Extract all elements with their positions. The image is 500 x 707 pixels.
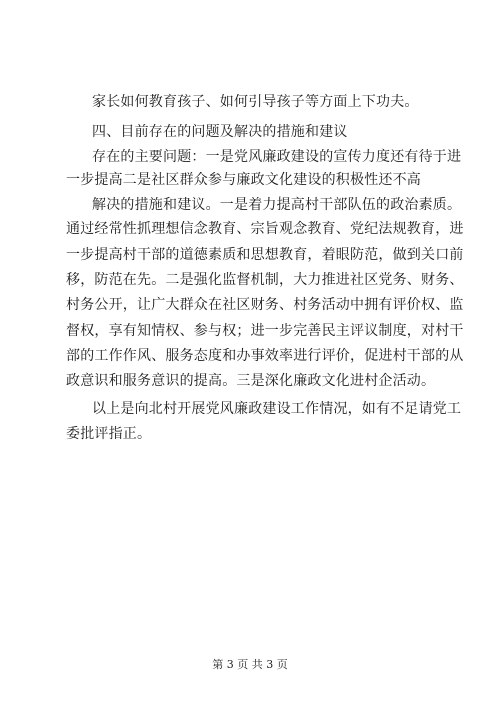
paragraph-line: 以上是向北村开展党风廉政建设工作情况，如有不足请党工 [92, 401, 462, 417]
paragraph-line: 一步提高二是社区群众参与廉政文化建设的积极性还不高 [66, 172, 421, 188]
paragraph-line: 部的工作作风、服务态度和办事效率进行评价，促进村干部的从 [66, 348, 464, 364]
paragraph-line: 存在的主要问题：一是党风廉政建设的宣传力度还有待于进 [92, 149, 462, 165]
section-heading: 四、目前存在的问题及解决的措施和建议 [92, 124, 348, 140]
paragraph-line: 督权，享有知情权、参与权；进一步完善民主评议制度，对村干 [66, 323, 464, 339]
paragraph-line: 一步提高村干部的道德素质和思想教育，着眼防范，做到关口前 [66, 247, 464, 263]
page-number-footer: 第 3 页 共 3 页 [212, 658, 288, 671]
paragraph-line: 村务公开，让广大群众在社区财务、村务活动中拥有评价权、监 [66, 297, 464, 313]
paragraph-line: 家长如何教育孩子、如何引导孩子等方面上下功夫。 [92, 94, 419, 110]
paragraph-line: 解决的措施和建议。一是着力提高村干部队伍的政治素质。 [92, 197, 462, 213]
paragraph-line: 移，防范在先。二是强化监督机制，大力推进社区党务、财务、 [66, 272, 464, 288]
paragraph-line: 通过经常性抓理想信念教育、宗旨观念教育、党纪法规教育，进 [66, 221, 464, 237]
paragraph-line: 政意识和服务意识的提高。三是深化廉政文化进村企活动。 [66, 373, 436, 389]
paragraph-line: 委批评指正。 [66, 426, 152, 442]
